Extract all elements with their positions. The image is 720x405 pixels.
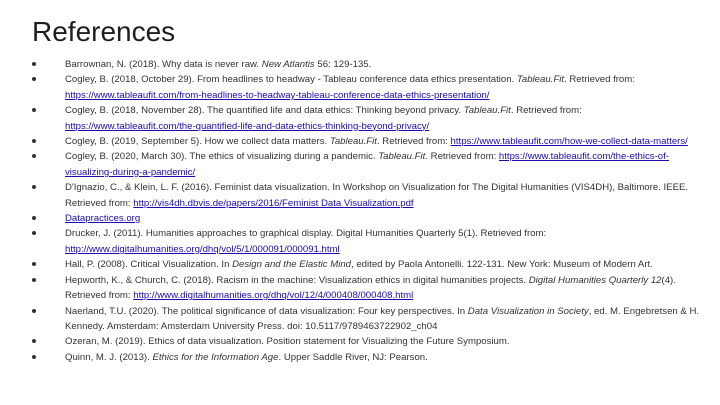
bullet-icon [32,62,36,66]
ref-text: Cogley, B. (2020, March 30). The ethics of visualizing during a pandemic. [65,151,379,163]
bullet-icon [32,339,36,343]
bullet-icon [32,139,36,143]
ref-italic: Ethics for the Information Age [152,351,279,363]
bullet-icon [32,216,36,220]
bullet-icon [32,185,36,189]
ref-text: Ozeran, M. (2019). Ethics of data visualization. Position statement for Visualizing the Future Symposium. [65,336,510,348]
ref-link[interactable]: http://vis4dh.dbvis.de/papers/2016/Feminist Data Visualization.pdf [133,197,414,209]
ref-text-mid: , edited by Paola Antonelli. 122-131. New York: Museum of Modern Art. [351,259,653,271]
reference-item [0,57,720,72]
bullet-icon [32,108,36,112]
reference-item [0,103,720,134]
bullet-icon [32,309,36,313]
ref-text-mid: . Retrieved from: [510,105,582,117]
reference-item [0,304,720,335]
reference-item [0,72,720,103]
ref-link[interactable]: https://www.tableaufit.com/the-quantified-life-and-data-ethics-thinking-beyond-privacy/ [65,120,430,132]
ref-text-mid: 56: 129-135. [314,59,372,70]
ref-italic: Data Visualization in Society [467,305,589,317]
bullet-icon [32,231,36,235]
ref-italic: Digital Humanities Quarterly 12 [528,274,662,286]
bullet-icon [32,77,36,81]
ref-link[interactable]: http://www.digitalhumanities.org/dhq/vol/5/1/000091/000091.html [65,243,340,255]
ref-italic: Tableau.Fit [463,105,511,117]
bullet-icon [32,154,36,158]
ref-text: Naerland, T.U. (2020). The political significance of data visualization: Four key perspectives. In [65,305,468,317]
ref-text-mid: (4). Retrieved from: [65,274,676,302]
ref-italic: Tableau.Fit [378,151,426,163]
ref-link[interactable]: https://www.tableaufit.com/how-we-collect-data-matters/ [450,136,688,148]
ref-link[interactable]: http://www.digitalhumanities.org/dhq/vol/12/4/000408/000408.html [133,290,414,302]
ref-italic: Tableau.Fit [516,74,565,86]
ref-text: Cogley, B. (2018, October 29). From headlines to headway - Tableau conference data ethics presentation. [65,74,517,86]
ref-text: Barrownan, N. (2018). Why data is never raw. [65,59,262,70]
bullet-icon [32,262,36,266]
ref-text: Hepworth, K., & Church, C. (2018). Racism in the machine: Visualization ethics in digital humanities projects. [65,274,529,286]
ref-text: Cogley, B. (2018, November 28). The quantified life and data ethics: Thinking beyond privacy. [65,105,464,117]
ref-text: Quinn, M. J. (2013). [65,351,153,363]
ref-text: Drucker, J. (2011). Humanities approaches to graphical display. Digital Humanities Quarterly 5(1). Retrieved from: [65,228,547,240]
ref-text-mid: . Retrieved from: [564,74,635,86]
slide-title: References [32,16,176,47]
reference-item [0,273,720,304]
ref-text: D'Ignazio, C., & Klein, L. F. (2016). Feminist data visualization. In Workshop on Visualization for The Digital Humanities (VIS4DH), Baltimore. IEEE. Retrieved from: [65,182,689,209]
reference-item [0,134,720,149]
reference-item [0,350,720,365]
bullet-icon [32,355,36,359]
reference-list [0,57,720,365]
ref-italic: Tableau.Fit [329,136,377,148]
reference-item [0,226,720,257]
reference-item [0,334,720,349]
ref-text: Cogley, B. (2019, September 5). How we collect data matters. [65,136,330,148]
ref-link[interactable]: Datapractices.org [65,213,141,225]
reference-item [0,149,720,180]
ref-link[interactable]: https://www.tableaufit.com/from-headlines-to-headway-tableau-conference-data-ethics-presentation/ [65,89,490,101]
reference-item [0,180,720,211]
ref-text-mid: . Upper Saddle River, NJ: Pearson. [278,351,428,363]
reference-item [0,211,720,226]
ref-text-mid: . Retrieved from: [376,136,451,148]
ref-text: Hall, P. (2008). Critical Visualization. In [65,259,233,271]
ref-italic: Design and the Elastic Mind [232,259,352,271]
ref-text-mid: , ed. M. Engebretsen & H. Kennedy. Amsterdam: Amsterdam University Press. doi: 10.5117/9789463722902_ch04 [65,305,700,332]
reference-item [0,257,720,272]
bullet-icon [32,278,36,282]
ref-italic: New Atlantis [261,59,315,70]
ref-text-mid: . Retrieved from: [425,151,499,163]
ref-link[interactable]: https://www.tableaufit.com/the-ethics-of-visualizing-during-a-pandemic/ [65,151,669,178]
